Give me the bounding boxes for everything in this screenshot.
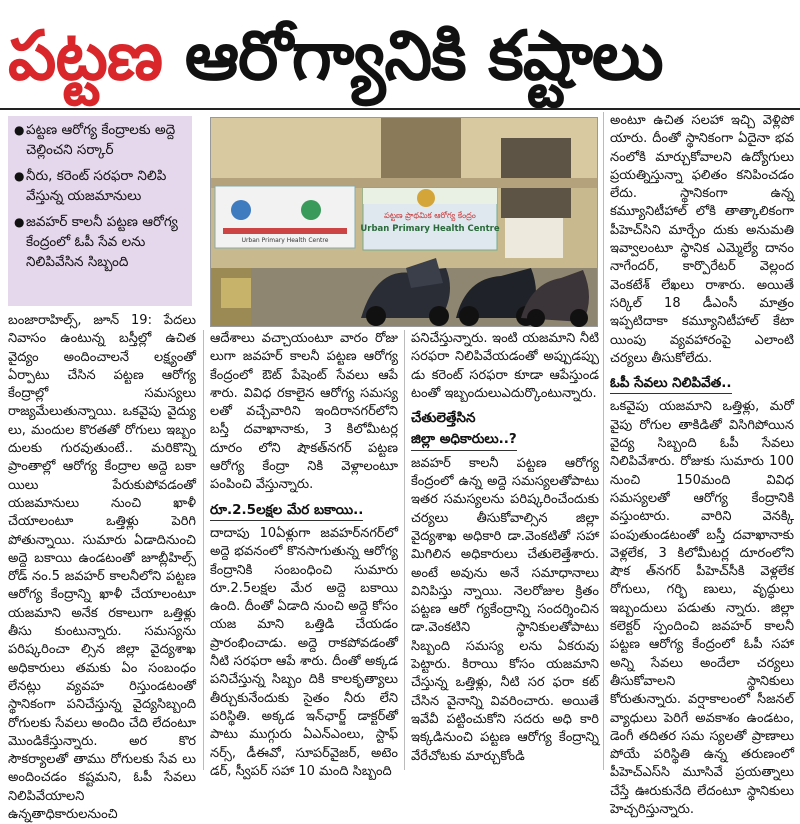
section-subheading: రూ.2.5లక్షల మేర బకాయి.. [210,501,363,521]
article-paragraph: ఒకవైపు యజమాని ఒత్తిళ్లు, మరో వైపు రోగుల తాకిడితో విసిగిపోయిన వైద్య సిబ్బంది ఓపీ సేవలు నిలిపివేశారు. రోజుకు సుమారు 100 నుంచి 150మంది వివిధ సమస్యలతో ఆరోగ్య కేంద్రానికి వస్తుంటారు. వారిని వెనక్కి పంపుతుండటంతో బస్తీ దవాఖానాకు వెళ్లలేక, 3 కిలోమీటర్ల దూరంలోని షౌక త్‌నగర్ పీహెచ్‌సీకి వెళ్లలేక రోగులు, గర్భి ణులు, వృద్ధులు ఇబ్బందులు పడుతు న్నారు. జిల్లా కలెక్టర్ స్పందించి జవహర్ కాలనీ పట్టణ ఆరోగ్య కేంద్రంలో ఓపీ సహా అన్ని సేవలు అందేలా చర్యలు తీసుకోవాలని స్థానికులు కోరుతున్నారు. వర్షాకాలంలో సీజనల్ వ్యాధులు పెరిగే అవకాశం ఉండటం, డెంగీ తదితర సమ స్యలతో ప్రాణాలు పోయే పరిస్థితి ఉన్న తరుణంలో పీహెచ్‌ఎస్‌సి మూసివే ప్రయత్నాలు చేస్తే ఊరుకునేది లేదంటూ స్థానికులు హెచ్చరిస్తున్నారు. [610,399,794,817]
photo-sign-telugu: పట్టణ ప్రాథమిక ఆరోగ్య కేంద్రం [384,211,476,220]
section-subheading: ఓపీ సేవలు నిలిపివేత.. [610,374,732,394]
highlight-text: నీరు, కరెంట్ సరఫరా నిలిపి వేస్తున్న యజమానులు [26,168,167,204]
article-paragraph: ఆదేశాలు వచ్చాయంటూ వారం రోజు లుగా జవహర్ కాలనీ పట్టణ ఆరోగ్య కేంద్రంలో ఔట్ పేషెంట్ సేవలు ఆపే శారు. వివిధ రకాలైన ఆరోగ్య సమస్య లతో వచ్చేవారిని ఇందిరానగర్‌లోని బస్తీ దవాఖానాకు, 3 కిలోమీటర్ల దూరం లోని షౌకత్‌నగర్ పట్టణ ఆరోగ్య కేంద్రా నికి వెళ్లాలంటూ పంపించి వేస్తున్నారు. [210,331,398,493]
bullet-icon: ● [14,215,25,229]
article-column-2 [210,330,398,779]
highlight-item [14,212,186,272]
headline [8,14,663,100]
article-paragraph: బంజారాహిల్స్, జూన్ 19: పేదలు నివాసం ఉంటున్న బస్తీల్లో ఉచిత వైద్యం అందించాలనే లక్ష్యంతో ఏర్పాటు చేసిన పట్టణ ఆరోగ్య కేంద్రాల్లో సమస్యలు రాజ్యమేలుతున్నాయి. ఒకవైపు వైద్యు లు, మందుల కొరతతో రోగులు ఇబ్బం దులకు గురవుతుంటే.. మరికొన్ని ప్రాంతాల్లో ఆరోగ్య కేంద్రాల అద్దె బకా యిలు పేరుకుపోవడంతో యజమానులు నుంచి ఖాళీ చేయాలంటూ ఒత్తిళ్లు పెరిగి పోతున్నాయి. సుమారు ఏడాదినుంచి అద్దె బకాయి ఉండటంతో జూబ్లీహిల్స్ రోడ్ నం.5 జవహర్ కాలనీలోని పట్టణ ఆరోగ్య కేంద్రాన్ని ఖాళీ చేయాలంటూ యజమాని అనేక రకాలుగా ఒత్తిళ్లు తీసు కుంటున్నారు. సమస్యను పరిష్కరించా ల్సిన జిల్లా వైద్యశాఖ అధికారులు తమకు ఏం సంబంధం లేనట్లు వ్యవహ రిస్తుండటంతో స్థానికంగా పనిచేస్తున్న వైద్యసిబ్బంది రోగులకు సేవలు అందిం చేది లేదంటూ మొండికేస్తున్నారు. అర కొర సౌకర్యాలతో తాము రోగులకు సేవ లు అందించడం కష్టమని, ఓపీ సేవలు నిలిపివేయాలని ఉన్నతాధికారులనుంచి [8,313,196,823]
article-paragraph: దాదాపు 10ఏళ్లుగా జవహర్‌నగర్‌లో అద్దె భవనంలో కొనసాగుతున్న ఆరోగ్య కేంద్రానికి సంబంధించి సుమారు రూ.2.5లక్షల మేర అద్దె బకాయి ఉంది. దీంతో ఏడాది నుంచి అద్దె కోసం యజ మాని ఒత్తిడి చేయడం ప్రారంభించాడు. అద్దె రాకపోవడంతో నీటి సరఫరా ఆపే శారు. దీంతో అక్కడ పనిచేస్తున్న సిబ్బం దికి కాలకృత్యాలు తీర్చుకునేందుకు సైతం నీరు లేని పరిస్థితి. అక్కడ ఇన్‌ఛార్జ్ డాక్టర్‌తో పాటు ముగ్గురు ఏఎన్ఎంలు, స్టాఫ్ నర్స్, డీఈవో, సూపర్‌వైజర్, అటెం డర్, స్వీపర్ సహా 10 మంది సిబ్బంది [210,525,398,779]
headline-block [0,0,800,110]
headline-rule [0,108,800,110]
column-divider [203,330,204,770]
column-divider [404,330,405,770]
section-subheading: జిల్లా అధికారులు..? [411,430,517,450]
photo-sign-left: Urban Primary Health Centre [241,237,329,244]
article-column-3 [411,330,599,770]
column-divider [603,112,604,770]
highlights-box [8,116,192,306]
highlight-item [14,166,186,206]
article-paragraph: పనిచేస్తున్నారు. ఇంటి యజమాని నీటి సరఫరా నిలిపివేయడంతో అప్పుడప్పు డు కరెంట్ సరఫరా కూడా ఆపేస్తుండ టంతో ఇబ్బందులుఎదుర్కొంటున్నారు. [411,331,599,401]
headline-red-word: పట్టణ [8,17,163,96]
bullet-icon: ● [14,123,25,137]
news-photo [210,117,598,327]
article-paragraph: జవహర్ కాలనీ పట్టణ ఆరోగ్య కేంద్రంలో ఉన్న అద్దె సమస్యలతోపాటు ఇతర సమస్యలను పరిష్కరించేందుకు చర్యలు తీసుకోవాల్సిన జిల్లా వైద్యశాఖ అధికారి డా.వెంకటితో సహా మిగిలిన అధికారులు చేతులెత్తేశారు. అంటే అవును అనే సమాధానాలు వినిపిస్తు న్నాయి. నెలరోజుల క్రితం పట్టణ ఆరో గ్యకేంద్రాన్ని సందర్శించిన డా.వెంకటిని స్థానికులతోపాటు సిబ్బంది సమస్య లను ఏకరువు పెట్టారు. కిరాయి కోసం యజమాని చేస్తున్న ఒత్తిళ్లు, నీటి సర ఫరా కట్ చేసిన వైనాన్ని వివరించారు. అయితే ఇవేవీ పట్టించుకోని సదరు అధి కారి ఇక్కడినుంచి పట్టణ ఆరోగ్య కేంద్రాన్ని వేరేచోటకు మార్చుకోండి [411,455,599,764]
headline-black-words: ఆరోగ్యానికి కష్టాలు [184,17,663,96]
article-column-4 [610,112,794,817]
highlight-text: జవహర్ కాలనీ పట్టణ ఆరోగ్య కేంద్రంలో ఓపీ సేవ లను నిలిపివేసిన సిబ్బంది [26,214,178,270]
photo-illustration [211,118,597,326]
photo-sign-english: Urban Primary Health Centre [360,224,500,234]
bullet-icon: ● [14,169,25,183]
highlight-item [14,120,186,160]
article-paragraph: అంటూ ఉచిత సలహా ఇచ్చి వెళ్లిపో యారు. దీంతో స్థానికంగా ఏదైనా భవ నంలోకి మార్చుకోవాలని ఉద్యోగులు ప్రయత్నిస్తున్నా ఫలితం కనిపించడం లేదు. స్థానికంగా ఉన్న కమ్యూనిటీహాల్ లోకి తాత్కాలికంగా పీహెచ్‌సిని మార్చేం దుకు అనుమతి ఇవ్వాలంటూ స్థానిక ఎమ్మెల్యే దానం నాగేందర్, కార్పొరేటర్ వెల్లంద వెంకటేశ్ లేఖలు రాశారు. అయితే సర్కిల్ 18 డీఎంసీ మాత్రం ఇప్పటిదాకా కమ్యూనిటీహాల్ కేటా యింపు వ్యవహారంపై ఎలాంటి చర్యలు తీసుకోలేదు. [610,113,794,366]
highlight-text: పట్టణ ఆరోగ్య కేంద్రాలకు అద్దె చెల్లించని సర్కార్ [26,122,176,158]
section-subheading: చేతులెత్తేసిన [411,410,476,427]
article-column-1 [8,312,196,823]
